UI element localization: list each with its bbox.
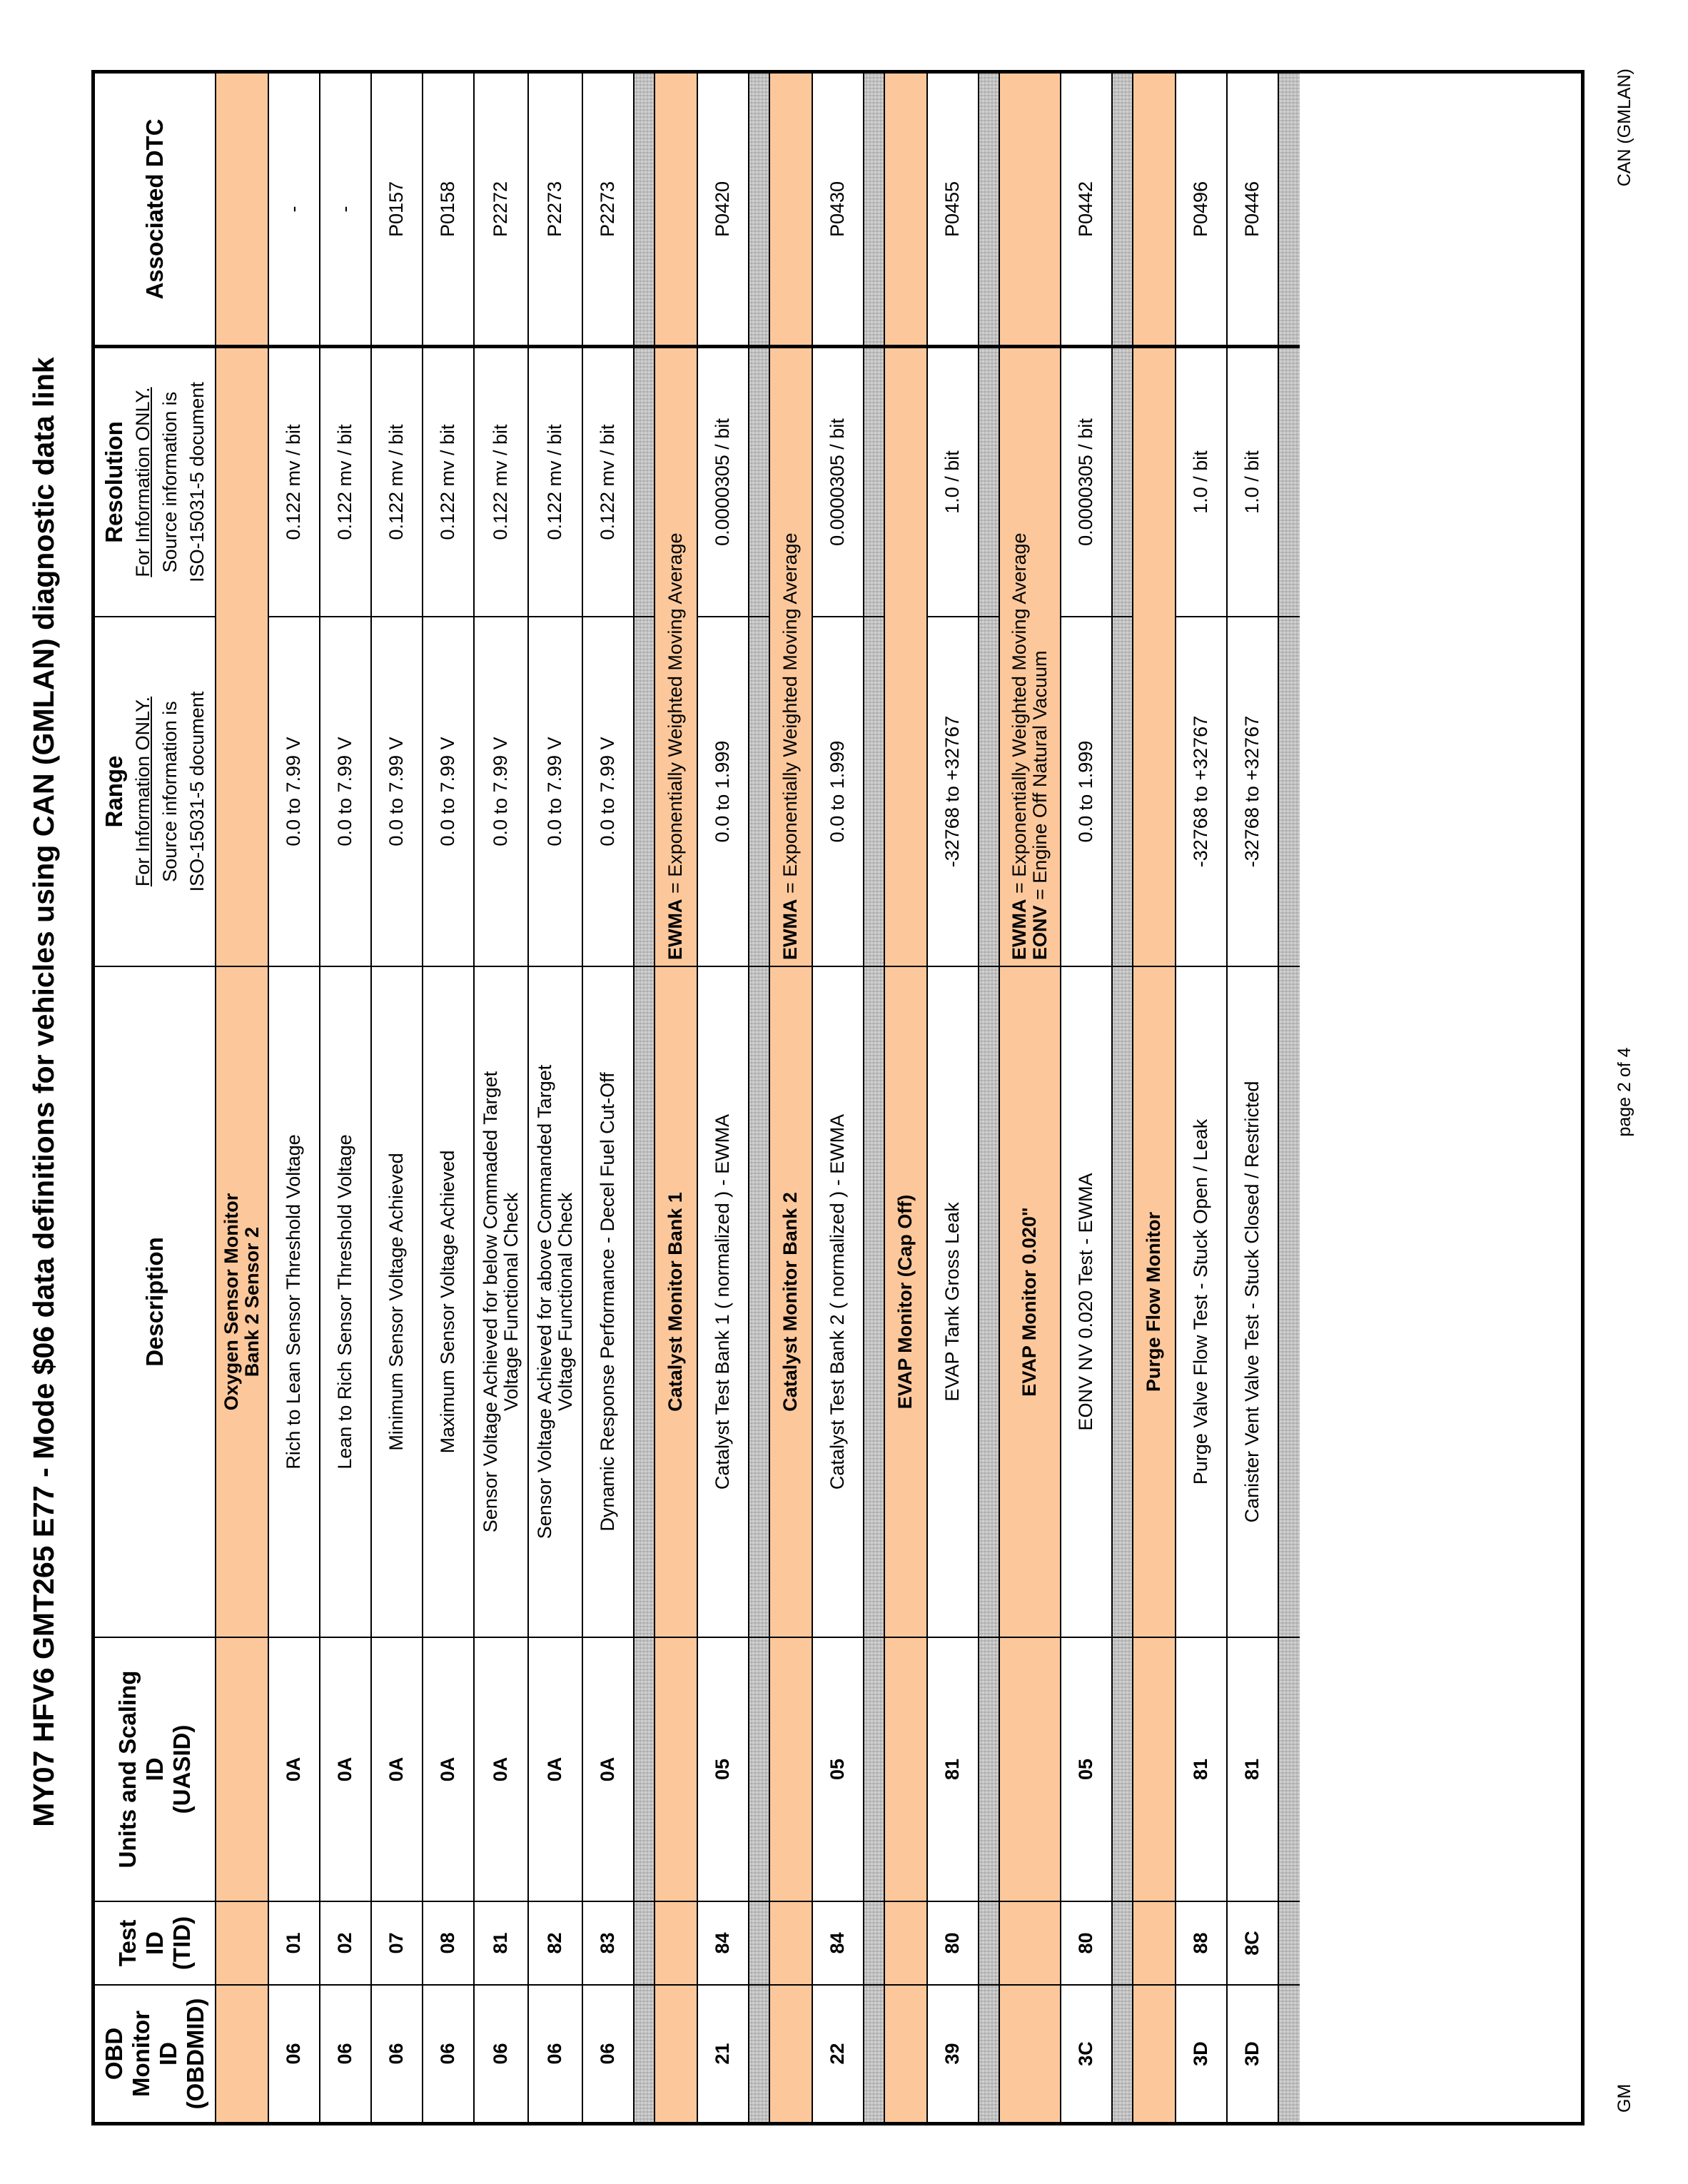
range-cell: -32768 to +32767 [1176, 616, 1226, 966]
range-cell: 0.0 to 7.99 V [529, 616, 582, 966]
section-empty-cell [216, 1637, 268, 1901]
separator-row [1113, 74, 1133, 2122]
section-empty-cell [1000, 1637, 1060, 1901]
section-row [1000, 74, 1061, 2122]
section-row [770, 74, 813, 2122]
separator-cell [864, 1984, 884, 2122]
uasid-cell: 0A [583, 1637, 633, 1901]
dtc-cell: P0158 [437, 181, 459, 238]
separator-cell [749, 1637, 769, 1901]
separator-cell [1113, 616, 1132, 966]
separator-cell [1279, 74, 1300, 345]
separator-cell [979, 1984, 999, 2122]
separator-cell [1113, 966, 1132, 1637]
table-row [529, 74, 583, 2122]
resolution-cell: 0.122 mv / bit [423, 345, 473, 616]
section-empty-cell [885, 1901, 926, 1984]
description-cell: Sensor Voltage Achieved for above Commanded Target Voltage Functional Check [529, 966, 582, 1637]
tid-cell: 82 [529, 1901, 582, 1984]
tid-cell: 81 [475, 1901, 527, 1984]
obdmid-cell: 21 [698, 1984, 748, 2122]
uasid-cell: 05 [698, 1637, 748, 1901]
dtc-cell: P0157 [385, 181, 408, 238]
separator-cell [864, 74, 884, 345]
tid-cell: 80 [928, 1901, 978, 1984]
obdmid-cell: 3D [1228, 1984, 1278, 2122]
separator-cell [864, 966, 884, 1637]
section-empty-cell [770, 1637, 812, 1901]
uasid-cell: 05 [1061, 1637, 1111, 1901]
separator-cell [1113, 1637, 1132, 1901]
obdmid-cell: 06 [372, 1984, 422, 2122]
mode06-table [91, 70, 1585, 2125]
obdmid-cell: 06 [475, 1984, 527, 2122]
separator-cell [864, 345, 884, 616]
table-row [813, 74, 864, 2122]
description-cell: Rich to Lean Sensor Threshold Voltage [269, 966, 319, 1637]
uasid-cell: 0A [529, 1637, 582, 1901]
section-empty-cell [1133, 74, 1175, 345]
obdmid-cell: 3D [1176, 1984, 1226, 2122]
section-empty-cell [1000, 1984, 1060, 2122]
section-row [655, 74, 698, 2122]
separator-cell [864, 1901, 884, 1984]
dtc-cell: P0442 [1075, 181, 1097, 238]
uasid-cell: 81 [928, 1637, 978, 1901]
uasid-cell: 05 [813, 1637, 863, 1901]
range-cell: -32768 to +32767 [928, 616, 978, 966]
table-row [372, 74, 423, 2122]
dtc-cell: P0496 [1190, 181, 1212, 238]
resolution-cell: 0.122 mv / bit [475, 345, 527, 616]
description-cell: EONV NV 0.020 Test - EWMA [1061, 966, 1111, 1637]
table-row [269, 74, 320, 2122]
section-note [216, 345, 268, 966]
section-title: Catalyst Monitor Bank 1 [655, 966, 697, 1637]
header-associated-dtc: Associated DTC [141, 118, 168, 300]
table-header-row [95, 74, 216, 2122]
table-row [928, 74, 979, 2122]
range-cell: 0.0 to 1.999 [698, 616, 748, 966]
section-empty-cell [770, 1984, 812, 2122]
obdmid-cell: 3C [1061, 1984, 1111, 2122]
table-row [1228, 74, 1279, 2122]
separator-cell [635, 966, 654, 1637]
range-cell: -32768 to +32767 [1228, 616, 1278, 966]
table-row [1061, 74, 1113, 2122]
description-cell: Minimum Sensor Voltage Achieved [372, 966, 422, 1637]
section-row [885, 74, 928, 2122]
section-empty-cell [1133, 1901, 1175, 1984]
separator-cell [1279, 966, 1300, 1637]
range-cell: 0.0 to 7.99 V [269, 616, 319, 966]
header-obdmid: OBD Monitor ID (OBDMID) [95, 1984, 215, 2122]
range-cell: 0.0 to 7.99 V [372, 616, 422, 966]
section-title: Purge Flow Monitor [1133, 966, 1175, 1637]
section-empty-cell [885, 1637, 926, 1901]
separator-cell [1279, 1637, 1300, 1901]
section-empty-cell [770, 1901, 812, 1984]
dtc-cell: P0420 [712, 181, 734, 238]
separator-cell [749, 1901, 769, 1984]
separator-cell [1113, 345, 1132, 616]
description-cell: Canister Vent Valve Test - Stuck Closed / Restricted [1228, 966, 1278, 1637]
resolution-cell: 0.0000305 / bit [813, 345, 863, 616]
separator-cell [1279, 1901, 1300, 1984]
resolution-cell: 1.0 / bit [1228, 345, 1278, 616]
separator-cell [979, 345, 999, 616]
header-resolution: Resolution For Information ONLY. Source information is ISO-15031-5 document [95, 345, 215, 616]
table-row [475, 74, 529, 2122]
uasid-cell: 0A [320, 1637, 370, 1901]
section-note: EWMA = Exponentially Weighted Moving Average EONV = Engine Off Natural Vacuum [1000, 345, 1060, 966]
uasid-cell: 0A [475, 1637, 527, 1901]
dtc-cell: P2273 [597, 181, 619, 238]
section-note: EWMA = Exponentially Weighted Moving Average [770, 345, 812, 966]
header-uasid: Units and Scaling ID (UASID) [95, 1637, 215, 1901]
range-cell: 0.0 to 7.99 V [423, 616, 473, 966]
separator-cell [749, 1984, 769, 2122]
resolution-cell: 0.122 mv / bit [320, 345, 370, 616]
section-empty-cell [655, 1637, 697, 1901]
description-cell: EVAP Tank Gross Leak [928, 966, 978, 1637]
section-note [885, 345, 926, 966]
separator-cell [864, 616, 884, 966]
section-empty-cell [1133, 1637, 1175, 1901]
separator-row [864, 74, 885, 2122]
section-title: EVAP Monitor 0.020" [1000, 966, 1060, 1637]
range-cell: 0.0 to 1.999 [813, 616, 863, 966]
uasid-cell: 81 [1228, 1637, 1278, 1901]
section-empty-cell [655, 1901, 697, 1984]
section-title: Catalyst Monitor Bank 2 [770, 966, 812, 1637]
section-empty-cell [1000, 1901, 1060, 1984]
range-cell: 0.0 to 1.999 [1061, 616, 1111, 966]
separator-cell [1279, 345, 1300, 616]
section-note: EWMA = Exponentially Weighted Moving Average [655, 345, 697, 966]
table-row [1176, 74, 1228, 2122]
table-row [320, 74, 372, 2122]
dtc-cell: - [283, 206, 305, 213]
range-cell: 0.0 to 7.99 V [583, 616, 633, 966]
obdmid-cell: 39 [928, 1984, 978, 2122]
obdmid-cell: 06 [529, 1984, 582, 2122]
dtc-cell: P2272 [490, 181, 512, 238]
range-cell: 0.0 to 7.99 V [475, 616, 527, 966]
section-note [1133, 345, 1175, 966]
section-empty-cell [655, 74, 697, 345]
uasid-cell: 0A [372, 1637, 422, 1901]
tid-cell: 08 [423, 1901, 473, 1984]
section-empty-cell [216, 1984, 268, 2122]
description-cell: Purge Valve Flow Test - Stuck Open / Leak [1176, 966, 1226, 1637]
footer-right: CAN (GMLAN) [1614, 69, 1634, 187]
section-title: EVAP Monitor (Cap Off) [885, 966, 926, 1637]
section-empty-cell [216, 74, 268, 345]
dtc-cell: - [334, 206, 356, 213]
separator-row [1279, 74, 1300, 2122]
table-row [583, 74, 635, 2122]
section-empty-cell [885, 1984, 926, 2122]
table-row [698, 74, 749, 2122]
section-row [1133, 74, 1176, 2122]
separator-cell [749, 616, 769, 966]
resolution-cell: 0.122 mv / bit [529, 345, 582, 616]
description-cell: Maximum Sensor Voltage Achieved [423, 966, 473, 1637]
separator-cell [749, 74, 769, 345]
section-empty-cell [770, 74, 812, 345]
separator-row [749, 74, 770, 2122]
separator-cell [749, 966, 769, 1637]
description-cell: Sensor Voltage Achieved for below Commaded Target Voltage Functional Check [475, 966, 527, 1637]
tid-cell: 83 [583, 1901, 633, 1984]
header-tid: Test ID (TID) [95, 1901, 215, 1984]
resolution-cell: 1.0 / bit [928, 345, 978, 616]
obdmid-cell: 22 [813, 1984, 863, 2122]
section-empty-cell [885, 74, 926, 345]
dtc-cell: P0430 [827, 181, 849, 238]
section-empty-cell [1133, 1984, 1175, 2122]
tid-cell: 80 [1061, 1901, 1111, 1984]
description-cell: Catalyst Test Bank 2 ( normalized ) - EWMA [813, 966, 863, 1637]
resolution-cell: 0.0000305 / bit [1061, 345, 1111, 616]
footer-left: GM [1614, 2083, 1634, 2113]
header-range: Range For Information ONLY. Source information is ISO-15031-5 document [95, 616, 215, 966]
separator-cell [1279, 1984, 1300, 2122]
resolution-cell: 0.122 mv / bit [372, 345, 422, 616]
description-cell: Lean to Rich Sensor Threshold Voltage [320, 966, 370, 1637]
resolution-cell: 0.122 mv / bit [583, 345, 633, 616]
separator-cell [1279, 616, 1300, 966]
separator-cell [635, 1637, 654, 1901]
section-empty-cell [216, 1901, 268, 1984]
section-empty-cell [1000, 74, 1060, 345]
section-empty-cell [655, 1984, 697, 2122]
obdmid-cell: 06 [320, 1984, 370, 2122]
separator-cell [979, 966, 999, 1637]
tid-cell: 84 [813, 1901, 863, 1984]
footer-page-number: page 2 of 4 [1614, 1047, 1634, 1137]
dtc-cell: P2273 [544, 181, 566, 238]
separator-cell [635, 74, 654, 345]
uasid-cell: 0A [423, 1637, 473, 1901]
tid-cell: 01 [269, 1901, 319, 1984]
header-description: Description [95, 966, 215, 1637]
separator-cell [1113, 1984, 1132, 2122]
separator-cell [1113, 74, 1132, 345]
separator-cell [979, 74, 999, 345]
page-title: MY07 HFV6 GMT265 E77 - Mode $06 data definitions for vehicles using CAN (GMLAN) diagnostic data link [27, 357, 60, 1827]
description-cell: Dynamic Response Performance - Decel Fuel Cut-Off [583, 966, 633, 1637]
dtc-cell: P0455 [941, 181, 964, 238]
resolution-cell: 0.0000305 / bit [698, 345, 748, 616]
table-body [216, 74, 1300, 2122]
tid-cell: 02 [320, 1901, 370, 1984]
obdmid-cell: 06 [423, 1984, 473, 2122]
range-cell: 0.0 to 7.99 V [320, 616, 370, 966]
separator-cell [979, 1637, 999, 1901]
uasid-cell: 0A [269, 1637, 319, 1901]
separator-cell [979, 1901, 999, 1984]
resolution-cell: 1.0 / bit [1176, 345, 1226, 616]
description-cell: Catalyst Test Bank 1 ( normalized ) - EWMA [698, 966, 748, 1637]
resolution-cell: 0.122 mv / bit [269, 345, 319, 616]
separator-row [979, 74, 1000, 2122]
obdmid-cell: 06 [583, 1984, 633, 2122]
separator-cell [635, 1901, 654, 1984]
separator-cell [864, 1637, 884, 1901]
separator-cell [635, 616, 654, 966]
section-row [216, 74, 269, 2122]
uasid-cell: 81 [1176, 1637, 1226, 1901]
separator-cell [749, 345, 769, 616]
separator-cell [635, 1984, 654, 2122]
dtc-cell: P0446 [1241, 181, 1263, 238]
separator-cell [1113, 1901, 1132, 1984]
tid-cell: 8C [1228, 1901, 1278, 1984]
tid-cell: 88 [1176, 1901, 1226, 1984]
separator-row [635, 74, 655, 2122]
separator-cell [635, 345, 654, 616]
table-row [423, 74, 475, 2122]
tid-cell: 84 [698, 1901, 748, 1984]
tid-cell: 07 [372, 1901, 422, 1984]
section-title: Oxygen Sensor Monitor Bank 2 Sensor 2 [216, 966, 268, 1637]
separator-cell [979, 616, 999, 966]
obdmid-cell: 06 [269, 1984, 319, 2122]
